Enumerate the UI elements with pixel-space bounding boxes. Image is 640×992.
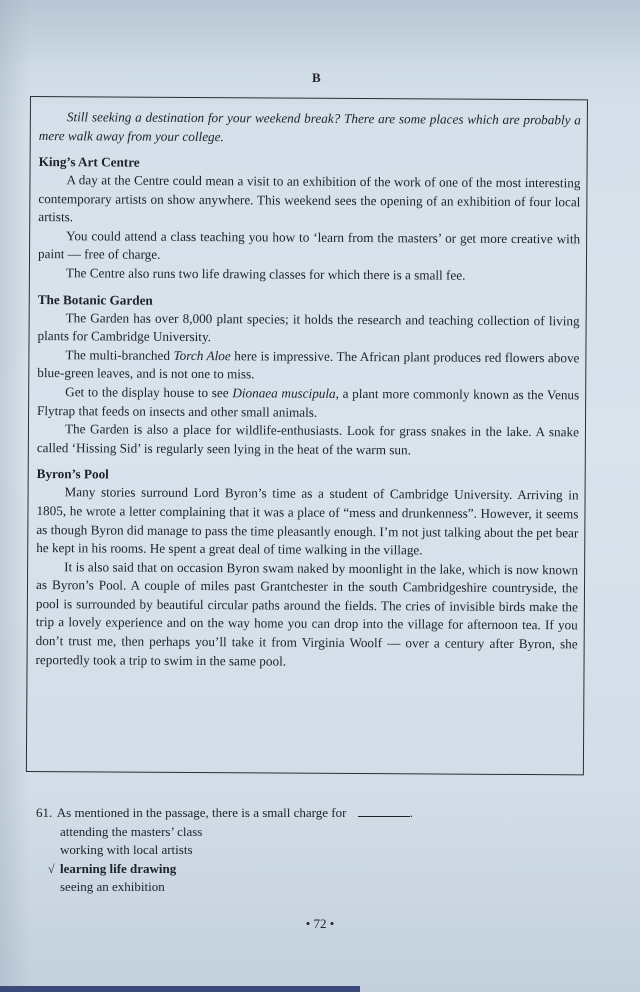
plant-name-italic: Dionaea muscipula <box>232 385 336 401</box>
passage-intro: Still seeking a destination for your weekend break? There are some places which are probably a mere walk away from your college. <box>38 109 581 145</box>
section-byrons-pool <box>35 465 578 672</box>
section-heading: Byron’s Pool <box>36 466 109 482</box>
paragraph: Many stories surround Lord Byron’s time as a student of Cambridge University. Arriving in 1805, he wrote a letter complaining that it was a place of “mess and drunkenness”. However, it seems as though Byron did manage to pass the time pleasantly enough. I’m not just talking about the pet bear he kept in his rooms. He spent a great deal of time walking in the village. <box>36 484 579 558</box>
paragraph <box>37 383 579 423</box>
page-shadow-top <box>0 0 640 70</box>
answer-blank <box>358 806 410 817</box>
passage-box <box>26 96 588 775</box>
page-bottom-edge <box>0 986 360 992</box>
paragraph: A day at the Centre could mean a visit to an exhibition of the work of one of the most interesting contemporary artists on show anywhere. This weekend sees the opening of an exhibition of four local artists. <box>38 172 581 225</box>
question-number: 61. <box>36 805 53 820</box>
paragraph-text: Get to the display house to see <box>65 384 233 401</box>
option-b[interactable]: working with local artists <box>60 842 193 857</box>
section-heading: King’s Art Centre <box>38 154 140 170</box>
section-kings-art-centre <box>38 153 581 286</box>
paragraph-text: here is impressive. The African plant produces red flowers above blue-green leaves, and is not one to miss. <box>37 347 580 382</box>
paragraph: You could attend a class teaching you how to ‘learn from the masters’ or get more creative with paint — free of charge. <box>37 228 581 263</box>
question-stem <box>36 804 413 823</box>
section-heading: The Botanic Garden <box>37 291 153 308</box>
paragraph: The Garden has over 8,000 plant species; it holds the research and teaching collection of living plants for Cambridge University. <box>37 309 580 345</box>
plant-name-italic: Torch Aloe <box>173 347 231 363</box>
paragraph: It is also said that on occasion Byron swam naked by moonlight in the lake, which is now known as Byron’s Pool. A couple of miles past Grantchester in the south Cambridgeshire countryside, the pool is surrounded by beautiful circular paths around the fields. The cries of invisible birds make the trip a lovely experience and on the way home you can drop into the village for afternoon tea. If you don’t trust me, then perhaps you’ll take it from Virginia Woolf — over a century after Byron, she reportedly took a trip to swim in the same pool. <box>35 558 579 669</box>
option-c-selected[interactable] <box>48 860 413 879</box>
paragraph-text: The multi-branched <box>65 346 174 363</box>
option-text: learning life drawing <box>60 860 177 876</box>
page-shadow-left <box>0 0 30 992</box>
checkmark-icon: √ <box>48 861 55 876</box>
question-61 <box>36 804 413 897</box>
section-letter: B <box>312 70 321 85</box>
paragraph <box>37 346 579 386</box>
question-text: As mentioned in the passage, there is a small charge for <box>56 805 347 820</box>
option-d[interactable]: seeing an exhibition <box>60 879 165 894</box>
question-period: . <box>409 805 413 820</box>
page-number: • 72 • <box>305 916 335 931</box>
option-a[interactable]: attending the masters’ class <box>60 823 203 839</box>
paragraph-text: , a plant more commonly known as the Venus Flytrap that feeds on insects and other small animals. <box>37 385 580 420</box>
paragraph: The Centre also runs two life drawing classes for which there is a small fee. <box>65 265 466 283</box>
answer-options <box>36 823 413 897</box>
paragraph: The Garden is also a place for wildlife-enthusiasts. Look for grass snakes in the lake. A snake called ‘Hissing Sid’ is regularly seen lying in the heat of the warm sun. <box>36 421 580 458</box>
section-botanic-garden <box>37 291 580 461</box>
